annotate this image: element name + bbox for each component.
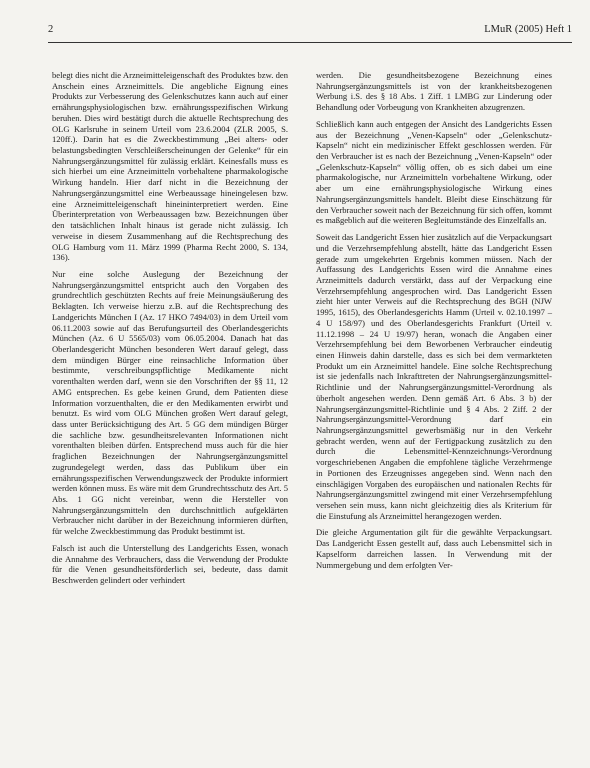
right-column xyxy=(316,70,552,576)
paragraph: belegt dies nicht die Arzneimitteleigenschaft des Produktes bzw. den Anschein eines Arzneimittels. Die angebliche Eignung eines Produkts zur Verbesserung des Gelenkschutzes kann auch auf einer ernährungsphysiologischen bzw. ernährungsspezifischen Wirkung beruhen. Dies wird bestätigt durch die aktuelle Rechtsprechung des OLG Karlsruhe in seinem Urteil vom 23.6.2004 (ZLR 2005, S. 120ff.). Darin hat es die Zweckbestimmung „Bei alters- oder belastungsbedingten Verschleißerscheinungen der Gelenke“ für ein Nahrungsergänzungsmittel für zulässig erklärt. Keinesfalls muss es sich hierbei um eine Arzneimitteln vorbehaltene pharmakologische Wirkung handeln. Hier darf nicht in die Bezeichnung der Nahrungsergänzungsmittel eine Werbeaussage hineingelesen bzw. eine Arzneimitteleigenschaft hineininterpretiert werden. Eine Überinterpretation von Werbeaussagen bzw. Bezeichnungen über den tatsächlichen Inhalt hinaus ist gerade nicht zulässig. Ich verweise in diesem Zusammenhang auf die Rechtsprechung des OLG Hamburg vom 11. März 1999 (Pharma Recht 2000, S. 134, 136). xyxy=(52,70,288,263)
left-column xyxy=(52,70,288,592)
paragraph: Falsch ist auch die Unterstellung des Landgerichts Essen, wonach die Annahme des Verbrauchers, dass die Verwendung der Produkte für die Venen gesundheitsförderlich sei, bedeute, dass damit Beschwerden gelindert oder verhindert xyxy=(52,542,288,586)
page-header xyxy=(48,20,572,43)
paragraph: Die gleiche Argumentation gilt für die gewählte Verpackungsart. Das Landgericht Essen gestellt auf, dass auch Lebensmittel sich in Kapselform darreichen lassen. In Verwendung mit der Nummergebung und dem erfolgten Ver- xyxy=(316,527,552,570)
paragraph: werden. Die gesundheitsbezogene Bezeichnung eines Nahrungsergänzungsmittels ist von der krankheitsbezogenen Werbung i.S. des § 18 Abs. 1 Ziff. 1 LMBG zur Linderung oder Behandlung oder Vorbeugung von Krankheiten abzugrenzen. xyxy=(316,70,552,113)
paragraph: Schließlich kann auch entgegen der Ansicht des Landgerichts Essen aus der Bezeichnung „Venen-Kapseln“ oder „Gelenkschutz-Kapseln“ nicht ein medizinischer Effekt geschlossen werden. Für den Verbraucher ist es nach der Bezeichnung „Venen-Kapseln“ oder „Gelenkschutz-Kapseln“ völlig offen, ob es sich dabei um eine pharmakologische, nur Arzneimitteln vorbehaltene Wirkung, oder aber um eine ernährungsphysiologische Wirkung eines Nahrungsergänzungsmittels handelt. Bleibt diese Einschätzung für den Verbraucher soweit nach der Bezeichnung für sich offen, kommt es maßgeblich auf die weiteren Begleitumstände des Einzelfalls an. xyxy=(316,118,552,226)
page-number: 2 xyxy=(48,24,54,35)
paragraph: Soweit das Landgericht Essen hier zusätzlich auf die Verpackungsart und die Verzehrsempfehlung abstellt, hätte das Landgericht Essen gerade zum umgekehrten Ergebnis kommen müssen. Nach der Auffassung des Landgerichts Essen wird die Annahme eines Arzneimittels dadurch verstärkt, dass auf der Verpackung eine Verzehrsempfehlung angesprochen wird. Das Landgericht Essen zieht hier unter Verweis auf die Rechtsprechung des BGH (NJW 1995, 1615), des Oberlandesgerichts Hamm (Urteil v. 02.10.1997 – 4 U 158/97) und des Oberlandesgerichts Frankfurt (Urteil v. 11.12.1998 – 24 U 19/97) heran, wonach die Angaben einer Verzehrsempfehlung bei dem Beworbenen Verbraucher eindeutig einen Hinweis dahin darstelle, dass es sich bei dem vermarkteten Produkt um ein Arzneimittel handele. Eine solche Rechtsprechung ist sie jedenfalls nach Inkrafttreten der Nahrungsergänzungsmittel-Richtlinie und der Nahrungsergänzungsmittel-Verordnung als überholt angesehen werden. Denn gemäß Art. 6 Abs. 3 b) der Nahrungsergänzungsmittel-Richtlinie und § 4 Abs. 2 Ziff. 2 der Nahrungsergänzungsmittel-Verordnung darf ein Nahrungsergänzungsmittel gewerbsmäßig nur in den Verkehr gebracht werden, wenn auf der Fertigpackung zusätzlich zu den durch die Lebensmittel-Kennzeichnungs-Verordnung vorgeschriebenen Angaben die empfohlene tägliche Verzehrmenge in Portionen des Erzeugnisses angegeben sind. Wenn nach den einschlägigen Vorgaben des europäischen und nationalen Rechts für Nahrungsergänzungsmittel zwingend mit einer Verzehrsempfehlung versehen sein muss, kann nicht gleichzeitig dies als Kriterium für die Einstufung als Arzneimittel herangezogen werden. xyxy=(316,232,552,521)
paragraph: Nur eine solche Auslegung der Bezeichnung der Nahrungsergänzungsmittel entspricht auch den Vorgaben des grundrechtlich geschützten Rechts auf freie Meinungsäußerung des Beklagten. Ich verweise hierzu z.B. auf die Rechtsprechung des Landgerichts München I (Az. 17 HKO 7494/03) in dem Urteil vom 06.11.2003 sowie auf das Berufungsurteil des Oberlandesgerichts München (Az. 6 U 5565/03) vom 06.05.2004. Danach hat das Oberlandesgericht München besonderen Wert darauf gelegt, dass dem mündigen Bürger eine reinsachliche Information über bestimmte, verschreibungspflichtige Medikamente nicht vorenthalten werden darf, wenn sie den Vorschriften der §§ 11, 12 AMG entsprechen. Es gebe keinen Grund, dem Patienten diese Information vorzuenthalten, die er den Medikamenten erwirbt und benutzt. Es wird vom OLG München großen Wert darauf gelegt, dass unter Berücksichtigung des Art. 5 GG dem mündigen Bürger die sachliche bzw. gesundheitsrelevanten Informationen nicht vorenthalten bleiben dürfen. Entsprechend muss auch für die hier fraglichen Bezeichnungen der Nahrungsergänzungsmittel zugrundegelegt werden, dass das Publikum über ein ernährungsspezifischen Verwendungszweck der Produkte informiert werden können muss. Es wäre mit dem Grundrechtsschutz des Art. 5 Abs. 1 GG nicht vereinbar, wenn die Hersteller von Nahrungsergänzungsmitteln den durchschnittlich aufgeklärten Verbraucher nicht darüber in der Bezeichnung informieren dürften, für welche Zweckbestimmung das Produkt bestimmt ist. xyxy=(52,268,288,537)
journal-reference: LMuR (2005) Heft 1 xyxy=(484,24,572,35)
